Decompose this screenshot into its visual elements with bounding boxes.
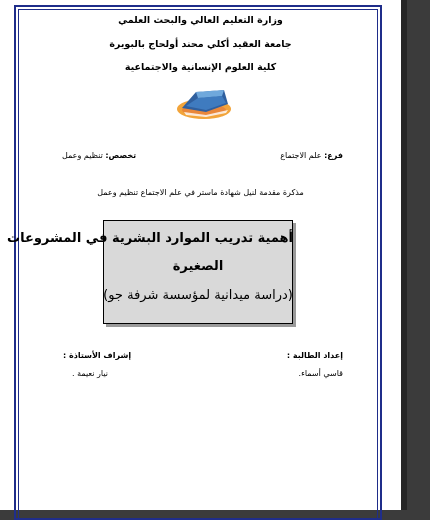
faculty-heading: كلية العلوم الإنسانية والاجتماعية xyxy=(124,62,277,73)
university-heading: جامعة العقيد أكلي محند أولحاج بالبويرة xyxy=(109,39,292,50)
student-name: قاسي أسماء. xyxy=(298,369,343,378)
specialty-field xyxy=(62,151,136,160)
memo-line: مذكرة مقدمة لنيل شهادة ماستر في علم الاجتماع تنظيم وعمل xyxy=(97,188,304,197)
page-shadow xyxy=(401,0,407,510)
branch-value: علم الاجتماع xyxy=(280,151,322,160)
ministry-heading: وزارة التعليم العالي والبحث العلمي xyxy=(118,15,283,26)
branch-label: فرع: xyxy=(324,151,343,160)
thesis-title-line2: الصغيرة xyxy=(172,259,224,274)
branch-field xyxy=(280,151,343,160)
thesis-subtitle: (دراسة ميدانية لمؤسسة شرفة جو) xyxy=(103,288,293,303)
specialty-value: تنظيم وعمل xyxy=(62,151,103,160)
university-logo-icon xyxy=(176,86,232,120)
supervisor-label: إشراف الأستاذة : xyxy=(63,351,132,360)
specialty-label: تخصص: xyxy=(105,151,137,160)
supervisor-name: نيار نعيمة . xyxy=(72,369,108,378)
student-label: إعداد الطالبة : xyxy=(286,351,343,360)
thesis-title-line1: أهمية تدريب الموارد البشرية في المشروعات xyxy=(7,231,293,246)
